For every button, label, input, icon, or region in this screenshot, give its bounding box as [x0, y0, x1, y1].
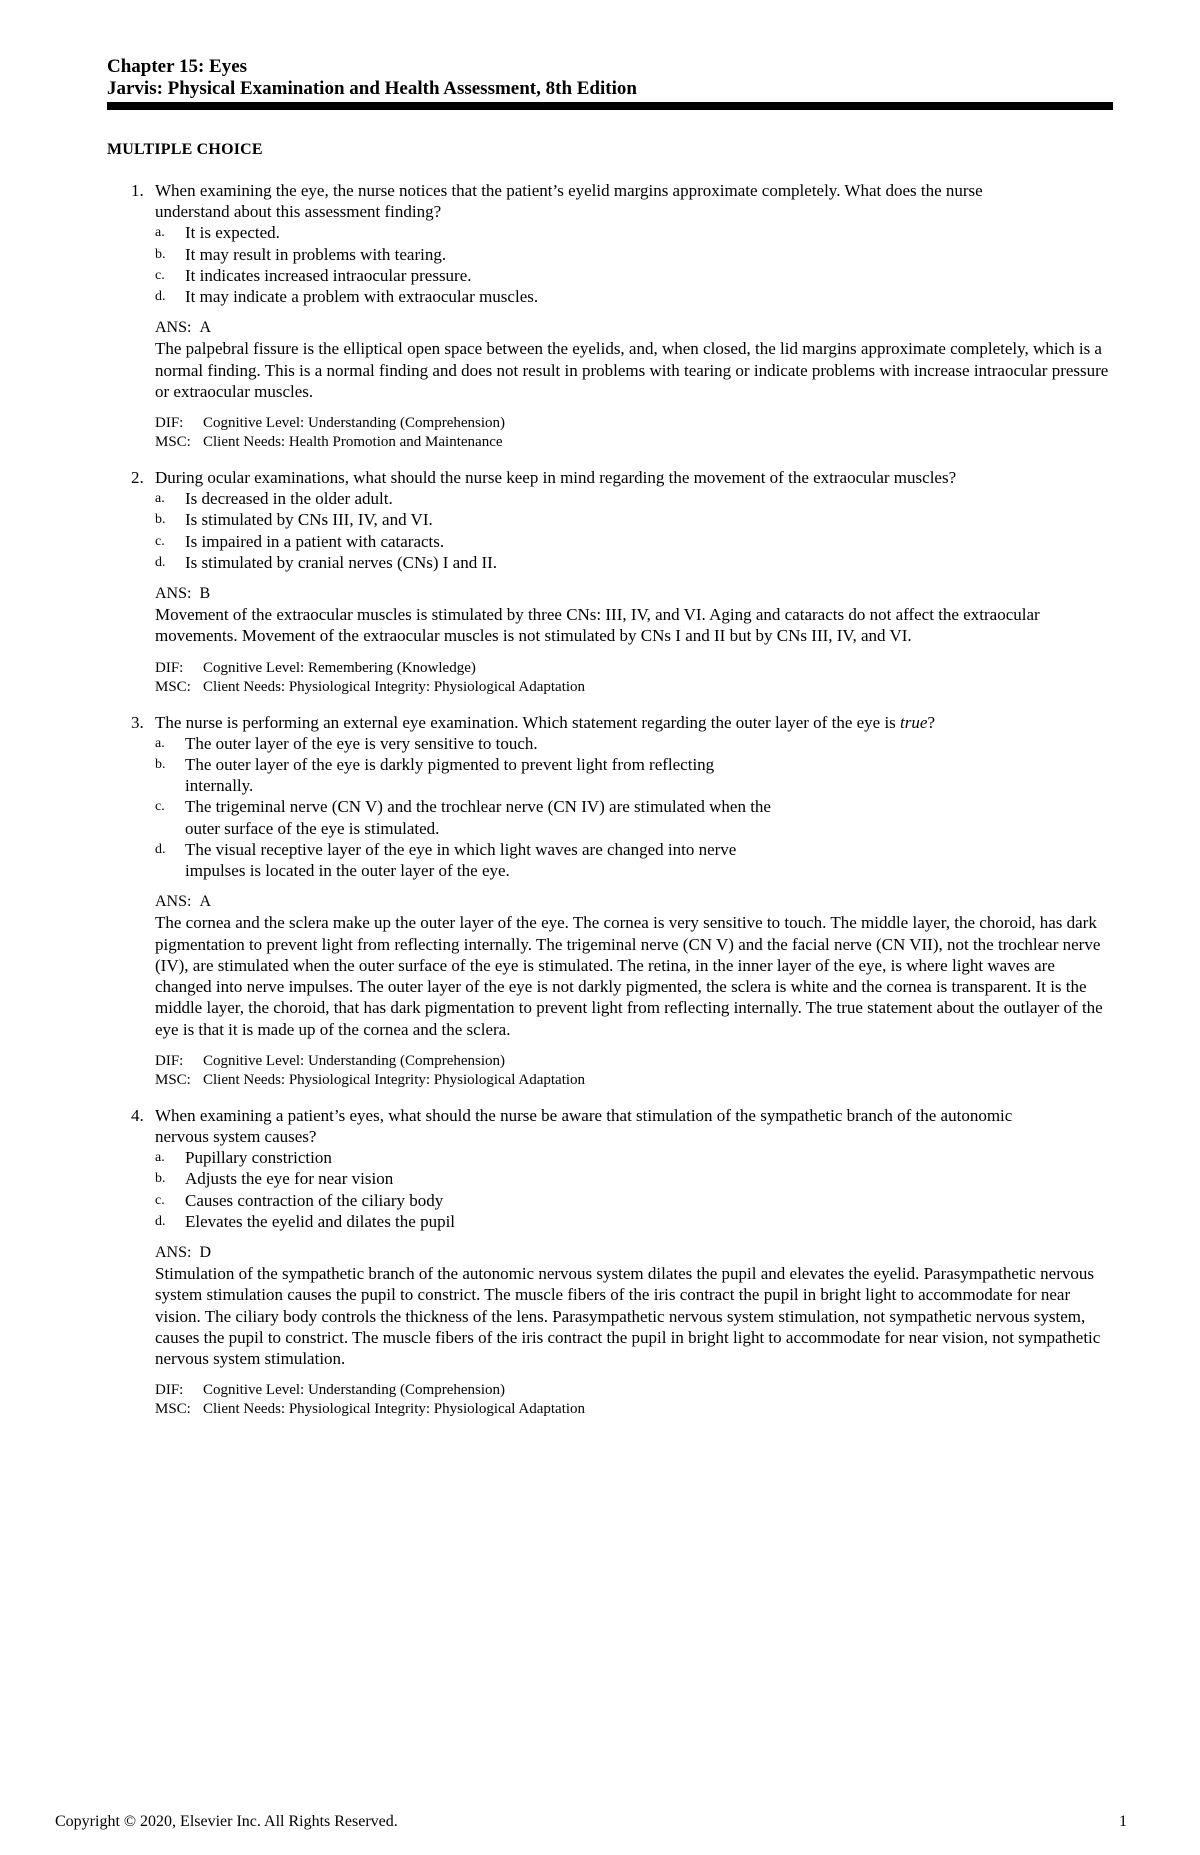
msc-value: Client Needs: Health Promotion and Maintenance: [203, 434, 503, 451]
question-stem-end: ?: [927, 712, 935, 732]
option-c: [155, 796, 785, 838]
option-c: [155, 265, 1113, 286]
answer-block: [155, 1242, 1113, 1369]
option-b: [155, 754, 785, 796]
question-stem-text: The nurse is performing an external eye examination. Which statement regarding the outer layer of the eye is: [155, 712, 901, 732]
answer-block: [155, 317, 1113, 402]
dif-key: DIF:: [155, 659, 184, 676]
dif-row: [155, 414, 1113, 433]
option-text: The outer layer of the eye is darkly pigmented to prevent light from reflecting internally.: [185, 755, 715, 796]
option-text: Is stimulated by CNs III, IV, and VI.: [185, 510, 433, 530]
option-letter: d.: [155, 554, 166, 570]
question-meta: [155, 1052, 1113, 1090]
option-letter: a.: [155, 491, 165, 507]
option-text: The outer layer of the eye is very sensitive to touch.: [185, 733, 538, 753]
answer-label: ANS: B: [155, 585, 211, 603]
msc-key: MSC:: [155, 1071, 191, 1088]
option-text: It indicates increased intraocular pressure.: [185, 265, 472, 285]
chapter-title: Chapter 15: Eyes: [107, 56, 248, 77]
question-stem-emphasis: true: [900, 712, 928, 732]
option-d: [155, 552, 1113, 573]
dif-row: [155, 1052, 1113, 1071]
option-letter: c.: [155, 1192, 165, 1208]
option-letter: a.: [155, 735, 165, 751]
dif-key: DIF:: [155, 1052, 184, 1069]
option-text: Is decreased in the older adult.: [185, 489, 393, 509]
answer-block: [155, 891, 1113, 1039]
question-number: 2.: [131, 468, 144, 488]
question-number: 1.: [131, 181, 144, 200]
question-4: [107, 1105, 1113, 1419]
option-text: Is impaired in a patient with cataracts.: [185, 531, 445, 551]
option-letter: b.: [155, 512, 166, 528]
option-letter: a.: [155, 1150, 165, 1166]
option-list: [155, 1147, 1113, 1232]
question-stem: [155, 712, 1113, 733]
msc-value: Client Needs: Physiological Integrity: Physiological Adaptation: [203, 678, 586, 695]
msc-value: Client Needs: Physiological Integrity: Physiological Adaptation: [203, 1071, 586, 1088]
dif-value: Cognitive Level: Understanding (Comprehension): [203, 1382, 506, 1399]
book-title: Jarvis: Physical Examination and Health Assessment, 8th Edition: [107, 78, 637, 99]
answer-label: ANS: D: [155, 1243, 212, 1261]
option-text: Elevates the eyelid and dilates the pupil: [185, 1211, 456, 1231]
option-text: Is stimulated by cranial nerves (CNs) I and II.: [185, 552, 498, 572]
question-1: [107, 180, 1113, 452]
option-a: [155, 1147, 1113, 1168]
msc-row: [155, 1071, 1113, 1090]
option-b: [155, 509, 1113, 530]
answer-label: ANS: A: [155, 893, 212, 911]
question-meta: [155, 659, 1113, 697]
rationale-text: Stimulation of the sympathetic branch of the autonomic nervous system dilates the pupil and elevates the eyelid. Parasympathetic nervous system stimulation causes the pupil to constrict. The muscle fibers of the iris contract the pupil in bright light to accommodate for near vision. The ciliary body controls the thickness of the lens. Parasympathetic nervous system stimulation, not sympathetic nervous system, causes the pupil to constrict. The muscle fibers of the iris contract the pupil in bright light to accommodate for near vision, not sympathetic nervous system stimulation.: [155, 1264, 1101, 1368]
option-text: The visual receptive layer of the eye in which light waves are changed into nerve impulses is located in the outer layer of the eye.: [185, 839, 737, 881]
option-text: It may result in problems with tearing.: [185, 244, 447, 264]
question-list: [107, 180, 1113, 1434]
option-letter: d.: [155, 289, 166, 305]
copyright-notice: Copyright © 2020, Elsevier Inc. All Rights Reserved.: [55, 1813, 398, 1830]
answer-label: ANS: A: [155, 319, 212, 337]
option-letter: b.: [155, 757, 166, 773]
option-text: Pupillary constriction: [185, 1148, 332, 1168]
option-d: [155, 839, 785, 881]
option-text: Causes contraction of the ciliary body: [185, 1190, 444, 1210]
rationale-text: Movement of the extraocular muscles is stimulated by three CNs: III, IV, and VI. Aging and cataracts do not affect the extraocular movements. Movement of the extraocular muscles is not stimulated by CNs I and II but by CNs III, IV, and VI.: [155, 605, 1040, 646]
option-b: [155, 1168, 1113, 1189]
option-letter: c.: [155, 267, 165, 283]
question-stem: When examining the eye, the nurse notices that the patient’s eyelid margins approximate completely. What does the nurse understand about this assessment finding?: [155, 181, 983, 222]
dif-key: DIF:: [155, 1382, 184, 1399]
question-2: [107, 467, 1113, 697]
option-a: [155, 222, 1113, 243]
page-number: 1: [1119, 1813, 1127, 1830]
dif-value: Cognitive Level: Understanding (Comprehension): [203, 1052, 506, 1069]
option-d: [155, 1211, 1113, 1232]
option-letter: c.: [155, 533, 165, 549]
option-a: [155, 733, 785, 754]
option-letter: b.: [155, 1171, 166, 1187]
option-text: It may indicate a problem with extraocular muscles.: [185, 287, 539, 307]
dif-row: [155, 1381, 1113, 1400]
question-stem: During ocular examinations, what should the nurse keep in mind regarding the movement of the extraocular muscles?: [155, 468, 957, 488]
option-letter: b.: [155, 246, 166, 262]
msc-key: MSC:: [155, 434, 191, 451]
dif-row: [155, 659, 1113, 678]
rationale-text: The cornea and the sclera make up the outer layer of the eye. The cornea is very sensitive to touch. The middle layer, the choroid, has dark pigmentation to prevent light from reflecting internally. The trigeminal nerve (CN V) and the facial nerve (CN VII), not the trochlear nerve (IV), are stimulated when the outer surface of the eye is stimulated. The retina, in the inner layer of the eye, is where light waves are changed into nerve impulses. The outer layer of the eye is not darkly pigmented, the sclera is white and the cornea is transparent. It is the middle layer, the choroid, that has dark pigmentation to prevent light from reflecting internally. The true statement about the outlayer of the eye is that it is made up of the cornea and the sclera.: [155, 913, 1103, 1039]
option-a: [155, 488, 1113, 509]
option-letter: d.: [155, 1213, 166, 1229]
question-meta: [155, 1381, 1113, 1419]
msc-value: Client Needs: Physiological Integrity: Physiological Adaptation: [203, 1401, 586, 1418]
option-letter: c.: [155, 799, 165, 815]
msc-key: MSC:: [155, 1401, 191, 1418]
answer-block: [155, 583, 1113, 647]
option-c: [155, 531, 1113, 552]
question-stem: When examining a patient’s eyes, what should the nurse be aware that stimulation of the sympathetic branch of the autonomic nervous system causes?: [155, 1105, 1013, 1146]
dif-key: DIF:: [155, 415, 184, 432]
question-3: [107, 712, 1113, 1090]
msc-key: MSC:: [155, 678, 191, 695]
option-text: It is expected.: [185, 223, 280, 243]
option-list: [155, 222, 1113, 307]
option-list: [155, 488, 1113, 573]
option-letter: a.: [155, 225, 165, 241]
page-header: [107, 56, 1113, 110]
section-title: MULTIPLE CHOICE: [107, 141, 263, 158]
header-rule: [107, 102, 1113, 110]
option-text: The trigeminal nerve (CN V) and the trochlear nerve (CN IV) are stimulated when the outer surface of the eye is stimulated.: [185, 797, 771, 838]
msc-row: [155, 433, 1113, 452]
question-number: 4.: [131, 1105, 144, 1125]
question-meta: [155, 414, 1113, 452]
msc-row: [155, 678, 1113, 697]
dif-value: Cognitive Level: Remembering (Knowledge): [203, 659, 476, 676]
rationale-text: The palpebral fissure is the elliptical open space between the eyelids, and, when closed, the lid margins approximate completely, which is a normal finding. This is a normal finding and does not result in problems with tearing or indicate problems with increase intraocular pressure or extraocular muscles.: [155, 339, 1109, 401]
option-c: [155, 1190, 1113, 1211]
dif-value: Cognitive Level: Understanding (Comprehension): [203, 415, 506, 432]
option-list: [155, 733, 1113, 881]
option-text: Adjusts the eye for near vision: [185, 1169, 394, 1189]
option-d: [155, 286, 1113, 307]
option-letter: d.: [155, 841, 166, 857]
option-b: [155, 244, 1113, 265]
question-number: 3.: [131, 712, 144, 732]
msc-row: [155, 1400, 1113, 1419]
